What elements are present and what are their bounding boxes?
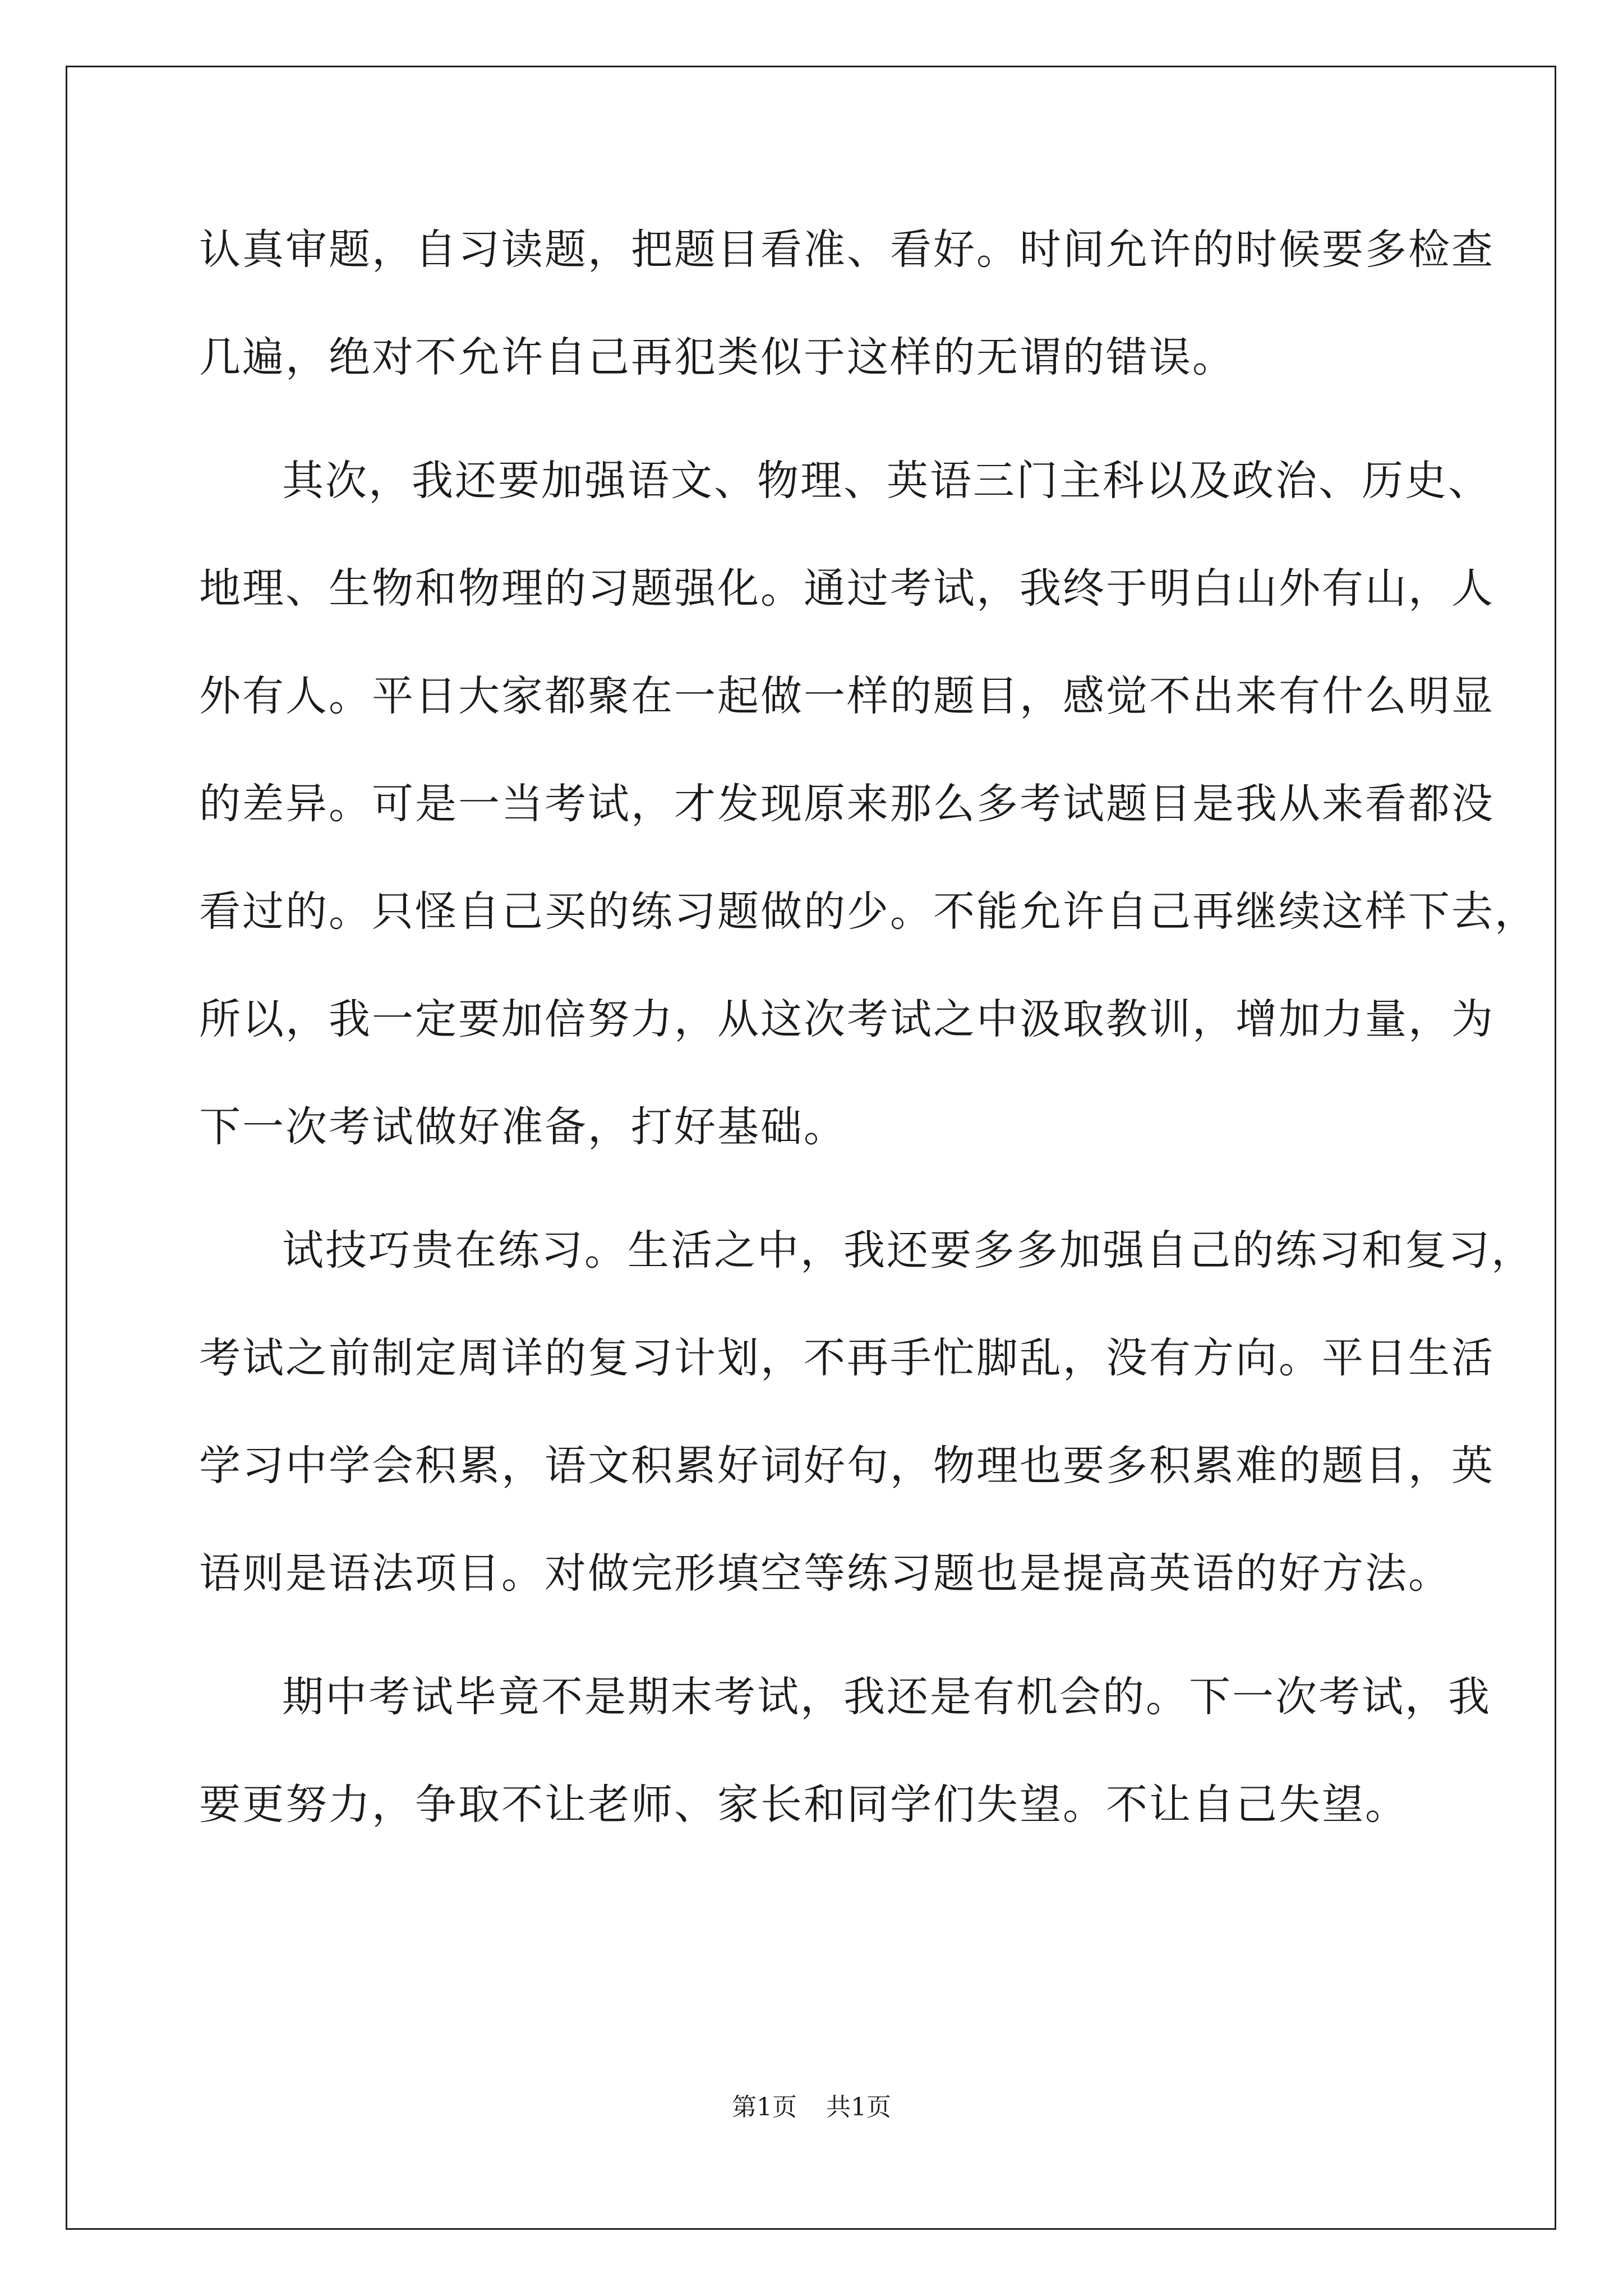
- text-line: 下一次考试做好准备，打好基础。: [199, 1103, 847, 1151]
- page-number: 第1页: [732, 2093, 797, 2122]
- text-line: 试技巧贵在练习。生活之中，我还要多多加强自己的练习和复习，: [282, 1226, 1534, 1274]
- page-footer: [0, 2087, 1623, 2123]
- text-line: 要更努力，争取不让老师、家长和同学们失望。不让自己失望。: [199, 1780, 1408, 1829]
- text-line: 期中考试毕竟不是期末考试，我还是有机会的。下一次考试，我: [282, 1673, 1491, 1721]
- text-line: 认真审题，自习读题，把题目看准、看好。时间允许的时候要多检查: [199, 226, 1495, 274]
- text-line: 外有人。平日大家都聚在一起做一样的题目，感觉不出来有什么明显: [199, 672, 1495, 720]
- document-body: [199, 208, 1538, 1870]
- text-line: 语则是语法项目。对做完形填空等练习题也是提高英语的好方法。: [199, 1549, 1451, 1598]
- page-total: 共1页: [826, 2093, 891, 2122]
- text-line: 其次，我还要加强语文、物理、英语三门主科以及政治、历史、: [282, 457, 1491, 505]
- text-line: 所以，我一定要加倍努力，从这次考试之中汲取教训，增加力量，为: [199, 995, 1495, 1043]
- text-line: 几遍，绝对不允许自己再犯类似于这样的无谓的错误。: [199, 333, 1235, 381]
- text-line: 考试之前制定周详的复习计划，不再手忙脚乱，没有方向。平日生活: [199, 1334, 1495, 1382]
- text-line: 学习中学会积累，语文积累好词好句，物理也要多积累难的题目，英: [199, 1442, 1495, 1490]
- text-line: 地理、生物和物理的习题强化。通过考试，我终于明白山外有山，人: [199, 564, 1495, 613]
- text-line: 看过的。只怪自己买的练习题做的少。不能允许自己再继续这样下去，: [199, 887, 1538, 936]
- text-line: 的差异。可是一当考试，才发现原来那么多考试题目是我从来看都没: [199, 780, 1495, 828]
